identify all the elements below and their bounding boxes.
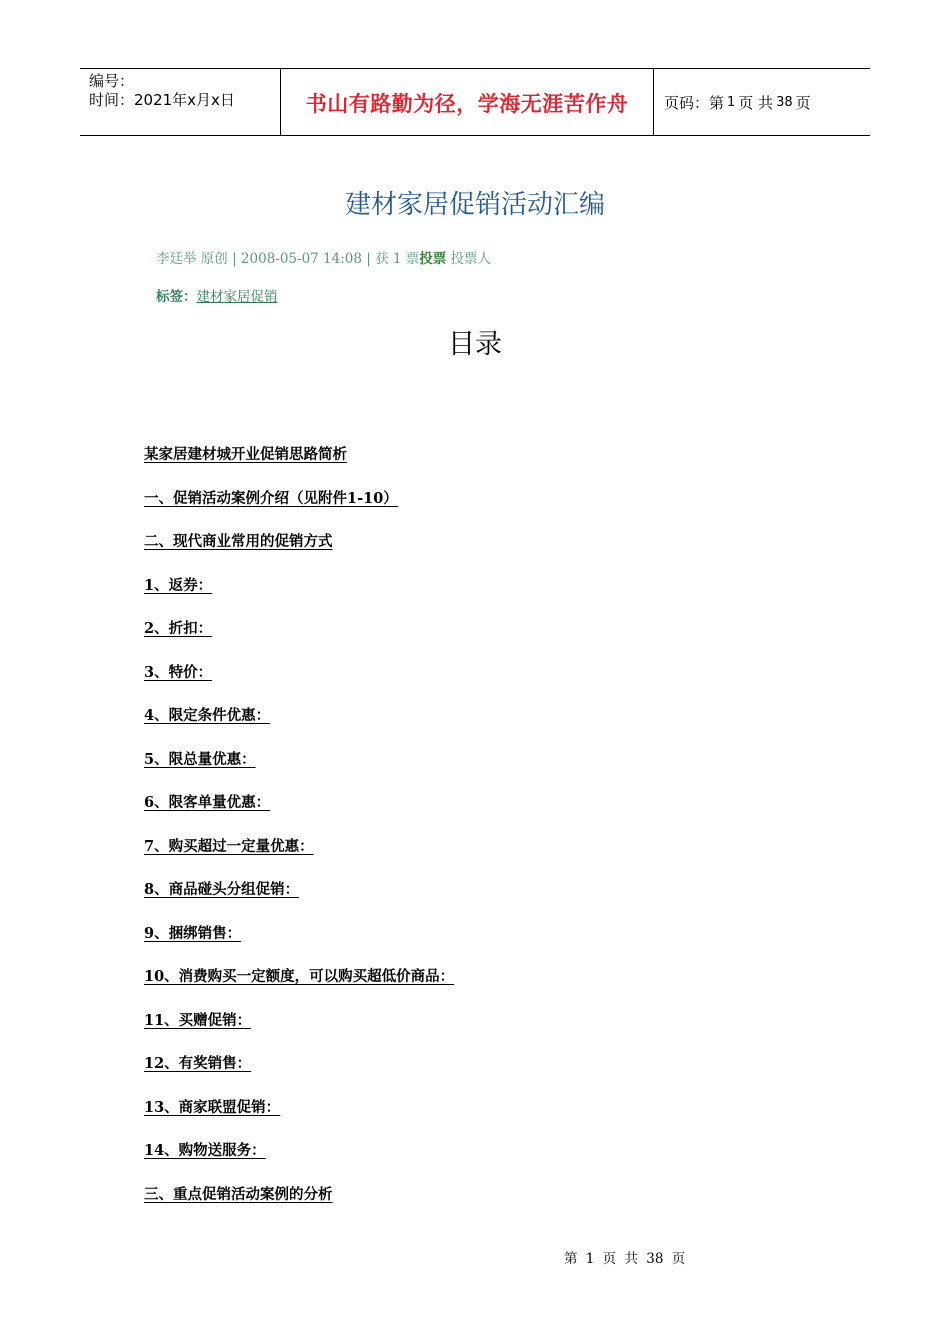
page-prefix: 页码：第 xyxy=(664,93,725,112)
document-title: 建材家居促销活动汇编 xyxy=(344,190,605,220)
toc-item[interactable]: 11、买赠促销： xyxy=(144,1011,252,1029)
page-suffix: 页 xyxy=(795,93,811,112)
toc-item[interactable]: 13、商家联盟促销： xyxy=(144,1098,281,1116)
toc-item[interactable]: 10、消费购买一定额度，可以购买超低价商品： xyxy=(144,968,455,985)
toc-item[interactable]: 8、商品碰头分组促销： xyxy=(144,881,300,898)
tag-line xyxy=(156,285,278,305)
toc-item[interactable]: 三、重点促销活动案例的分析 xyxy=(144,1185,333,1203)
toc-item[interactable]: 6、限客单量优惠： xyxy=(144,794,271,811)
page-mid: 页 共 xyxy=(738,93,774,112)
header-info-cell xyxy=(80,69,281,135)
toc-item[interactable]: 3、特价： xyxy=(144,663,213,681)
toc-item[interactable]: 一、促销活动案例介绍（见附件1-10） xyxy=(144,489,398,507)
toc-item[interactable]: 5、限总量优惠： xyxy=(144,750,256,768)
toc-item[interactable]: 2、折扣： xyxy=(144,620,213,637)
toc-item[interactable]: 1、返券： xyxy=(144,576,213,594)
header-motto-cell xyxy=(281,69,654,135)
toc-item[interactable]: 14、购物送服务： xyxy=(144,1142,266,1159)
meta-author: 李廷举 原创 | 2008-05-07 14:08 | 获 1 票 xyxy=(156,251,420,267)
tag-label: 标签： xyxy=(156,289,197,305)
page-current: 1 xyxy=(727,94,736,110)
toc-title: 目录 xyxy=(448,329,502,360)
toc-item[interactable]: 7、购买超过一定量优惠： xyxy=(144,837,314,855)
number-label: 编号： xyxy=(89,72,135,90)
header-page-cell xyxy=(654,69,870,135)
tag-link[interactable]: 建材家居促销 xyxy=(196,289,278,305)
vote-link[interactable]: 投票 xyxy=(419,251,447,267)
toc-item[interactable]: 4、限定条件优惠： xyxy=(144,707,271,724)
toc-item[interactable]: 12、有奖销售： xyxy=(144,1055,252,1072)
page-footer: 第 1 页 共 38 页 xyxy=(564,1251,686,1267)
voter-link[interactable]: 投票人 xyxy=(446,251,492,267)
toc-item[interactable]: 某家居建材城开业促销思路简析 xyxy=(144,446,347,463)
time-label: 时间：2021年x月x日 xyxy=(89,91,235,109)
header-table xyxy=(80,68,870,136)
toc-list xyxy=(144,444,454,1227)
meta-line xyxy=(156,247,491,267)
toc-item[interactable]: 二、现代商业常用的促销方式 xyxy=(144,533,333,550)
page-total: 38 xyxy=(776,94,793,110)
motto-text: 书山有路勤为径，学海无涯苦作舟 xyxy=(305,92,629,116)
toc-item[interactable]: 9、捆绑销售： xyxy=(144,924,242,942)
